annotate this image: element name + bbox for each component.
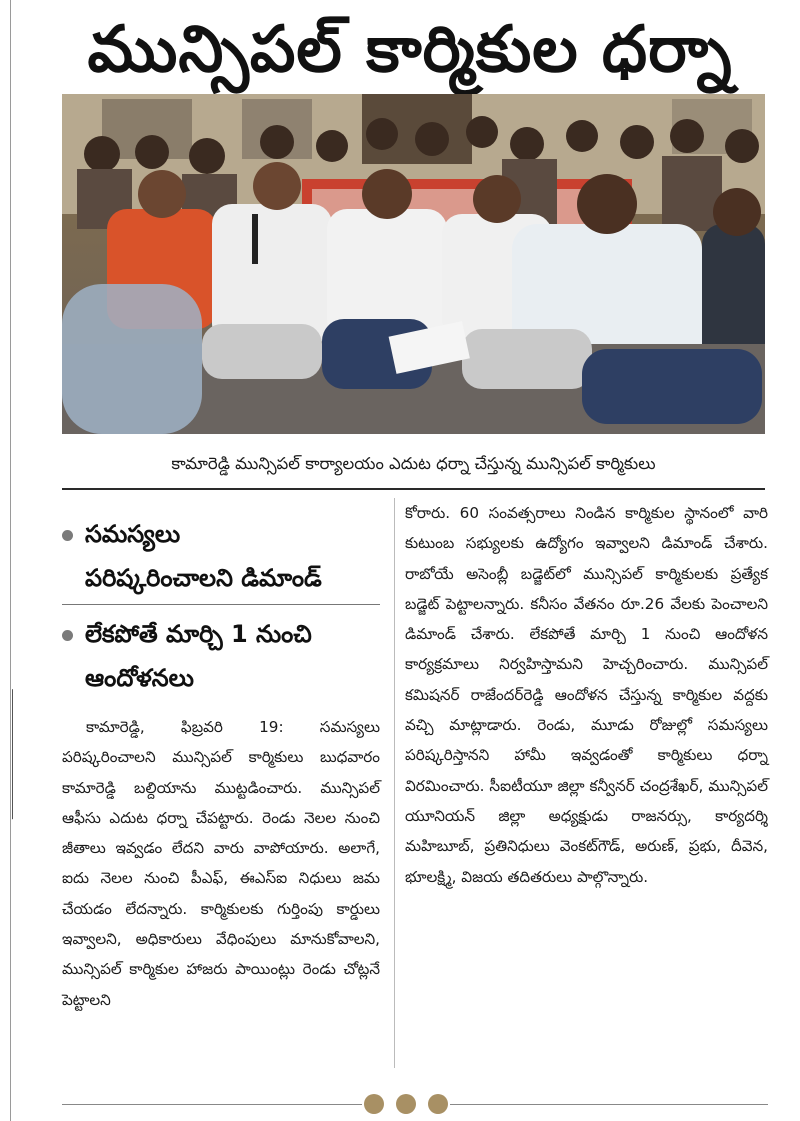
headline: మున్సిపల్ కార్మికుల ధర్నా <box>87 13 733 87</box>
protest-photo <box>62 94 765 434</box>
page-margin-mark <box>0 689 13 821</box>
article-body-left: కామారెడ్డి, ఫిబ్రవరి 19: సమస్యలు పరిష్కరించాలని మున్సిపల్ కార్మికులు బుధవారం కామారెడ్డి బల్దియాను ముట్టడించారు. మున్సిపల్ ఆఫీసు ఎదుట ధర్నా చేపట్టారు. రెండు నెలల నుంచి జీతాలు ఇవ్వడం లేదని వారు వాపోయారు. అలాగే, ఐదు నెలల నుంచి పీఎఫ్, ఈఎస్ఐ నిధులు జమ చేయడం లేదన్నారు. కార్మికులకు గుర్తింపు కార్డులు ఇవ్వాలని, అధికారులు వేధింపులు మానుకోవాలని, మున్సిపల్ కార్మికుల హాజరు పాయింట్లు రెండు చోట్లనే పెట్టాలని <box>62 718 380 1009</box>
article-body-right: కోరారు. 60 సంవత్సరాలు నిండిన కార్మికుల స్థానంలో వారి కుటుంబ సభ్యులకు ఉద్యోగం ఇవ్వాలని డిమాండ్ చేశారు. రాబోయే అసెంబ్లీ బడ్జెట్‌లో మున్సిపల్ కార్మికులకు ప్రత్యేక బడ్జెట్ పెట్టాలన్నారు. కనీసం వేతనం రూ.26 వేలకు పెంచాలని డిమాండ్ చేశారు. లేకపోతే మార్చి 1 నుంచి ఆందోళన కార్యక్రమాలు నిర్వహిస్తామని హెచ్చరించారు. మున్సిపల్ కమిషనర్ రాజేందర్‌రెడ్డి ఆందోళన చేస్తున్న కార్మికుల వద్దకు వచ్చి మాట్లాడారు. రెండు, మూడు రోజుల్లో సమస్యలు పరిష్కరిస్తానని హామీ ఇవ్వడంతో కార్మికులు ధర్నా విరమించారు. సీఐటీయూ జిల్లా కన్వీనర్ చంద్రశేఖర్, మున్సిపల్ యూనియన్ జిల్లా అధ్యక్షుడు రాజనర్సు, కార్యదర్శి మహిబూబ్, ప్రతినిధులు వెంకట్‌గౌడ్, అరుణ్, ప్రభు, దీవెన, భూలక్ష్మి, విజయ తదితరులు పాల్గొన్నారు. <box>405 504 768 886</box>
page-margin-rule <box>10 0 11 1121</box>
bullet-divider <box>62 604 380 605</box>
bullet-icon <box>62 630 73 641</box>
bullet-icon <box>62 530 73 541</box>
end-ornament <box>364 1094 448 1114</box>
ornament-dot-icon <box>396 1094 416 1114</box>
photo-illustration <box>62 94 765 434</box>
ornament-dot-icon <box>364 1094 384 1114</box>
bullet-2-line-1: లేకపోతే మార్చి 1 నుంచి <box>85 620 312 648</box>
footer-rule-right <box>450 1104 768 1105</box>
highlight-bullet-1 <box>62 512 392 600</box>
highlight-bullet-2 <box>62 612 392 700</box>
column-divider <box>394 498 395 1068</box>
photo-caption: కామారెడ్డి మున్సిపల్ కార్యాలయం ఎదుట ధర్నా చేస్తున్న మున్సిపల్ కార్మికులు <box>62 440 765 490</box>
bullet-2-line-2: ఆందోళనలు <box>85 664 194 692</box>
bullet-1-line-2: పరిష్కరించాలని డిమాండ్ <box>85 564 322 592</box>
ornament-dot-icon <box>428 1094 448 1114</box>
bullet-1-line-1: సమస్యలు <box>85 520 181 548</box>
footer-rule-left <box>62 1104 362 1105</box>
